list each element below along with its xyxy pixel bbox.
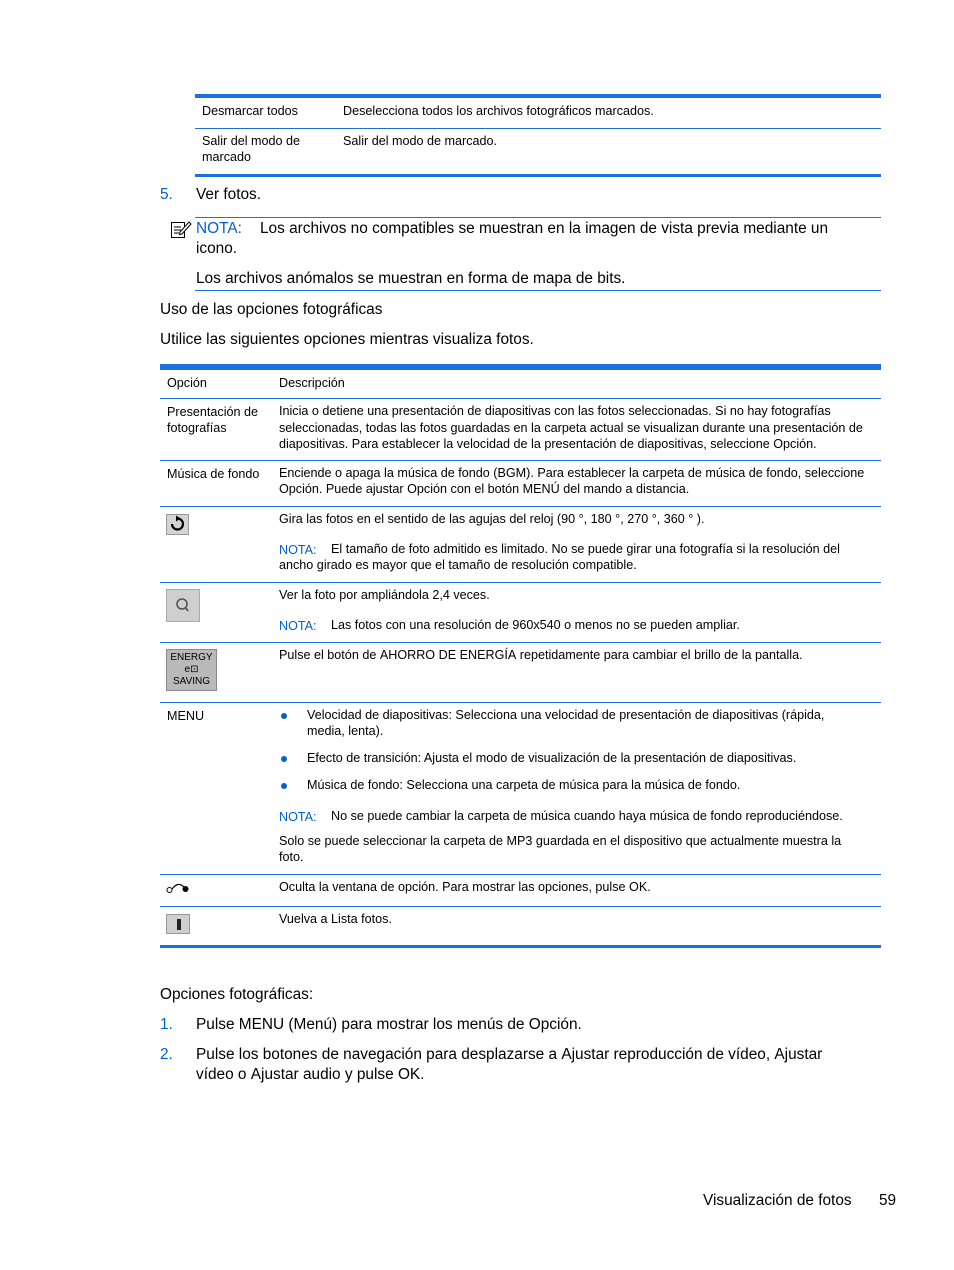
- row-rotate-note-line1: El tamaño de foto admitido es limitado. No se puede girar una fotografía si la resolución del: [331, 542, 840, 556]
- row-rotate-note-label: NOTA:: [279, 543, 317, 557]
- rotate-icon: [166, 514, 189, 535]
- row-back-text-bold: Lista fotos: [331, 912, 389, 926]
- step-2-line2: [196, 1065, 424, 1085]
- note-bottom-rule: [195, 290, 881, 291]
- return-icon: [166, 881, 190, 894]
- step-2-post: .: [420, 1066, 425, 1083]
- top-table-bottom-rule: [195, 174, 881, 177]
- row-slideshow-option-line1: Presentación de: [167, 405, 259, 419]
- row-back-desc: [279, 911, 392, 928]
- section-heading-photo-options-2: Opciones fotográficas:: [160, 986, 314, 1003]
- step-2-bold-ok: OK: [397, 1066, 421, 1083]
- row-menu-bullet2: [307, 750, 796, 767]
- row-menu-bullet3-bold: Música de fondo: [307, 778, 400, 792]
- step-2-bold-2b: vídeo: [196, 1066, 234, 1083]
- row-menu-bullet3: [307, 777, 740, 794]
- note-line-1: Los archivos no compatibles se muestran en la imagen de vista previa mediante un: [260, 220, 829, 237]
- step-2-mid2: y pulse: [340, 1066, 398, 1083]
- bullet-3: [281, 783, 287, 789]
- row-menu-extra-line2: foto.: [279, 850, 304, 864]
- note-pencil-icon: [170, 219, 192, 239]
- row-zoom-desc: Ver la foto por ampliándola 2,4 veces.: [279, 588, 490, 602]
- row-divider-2: [160, 506, 881, 507]
- row-menu-bullet3-text: : Selecciona una carpeta de música para la música de fondo.: [399, 778, 741, 792]
- row-hide-text-bold: OK: [629, 880, 648, 894]
- energy-icon-line1: ENERGY: [170, 652, 213, 663]
- step-5-text: Ver fotos.: [196, 186, 262, 203]
- top-row-2-desc: Salir del modo de marcado.: [343, 134, 498, 148]
- energy-icon-line2: e⊡: [184, 664, 199, 675]
- row-music-line2-text: . Puede ajustar Opción con el botón MENÚ del mando a distancia.: [318, 482, 690, 496]
- row-slideshow-line3-post: .: [813, 437, 817, 451]
- row-menu-bullet2-text: : Ajusta el modo de visualización de la presentación de diapositivas.: [417, 751, 797, 765]
- step-1-text: [196, 1015, 582, 1035]
- options-header-option: Opción: [167, 376, 207, 390]
- row-menu-note-label: NOTA:: [279, 810, 317, 824]
- row-menu-extra-line1: Solo se puede seleccionar la carpeta de MP3 guardada en el dispositivo que actualmente muestra la: [279, 834, 842, 848]
- row-menu-bullet1-text: : Selecciona una velocidad de presentación de diapositivas (rápida,: [448, 708, 825, 722]
- note-line-2: icono.: [196, 240, 238, 257]
- row-music-desc-line1: Enciende o apaga la música de fondo (BGM). Para establecer la carpeta de música de fondo, seleccione: [279, 466, 865, 480]
- row-rotate-note-line2: ancho girado es mayor que el tamaño de resolución compatible.: [279, 558, 637, 572]
- row-music-line2-bold: Opción: [279, 482, 319, 496]
- step-2-line1: [196, 1045, 822, 1065]
- step-2-bold-1: Ajustar reproducción de vídeo: [561, 1046, 766, 1063]
- row-energy-text-pre: Pulse el botón de: [279, 648, 380, 662]
- note-top-rule: [195, 217, 881, 218]
- step-2-number: 2.: [160, 1046, 173, 1063]
- row-hide-desc: [279, 879, 651, 896]
- row-slideshow-desc-line2: seleccionadas, todas las fotos guardadas en la carpeta actual se visualizan durante una presentación de: [279, 421, 863, 435]
- row-divider-3: [160, 582, 881, 583]
- footer-section-title: Visualización de fotos: [703, 1192, 852, 1209]
- row-slideshow-option-line2: fotografías: [167, 421, 227, 435]
- step-1-number: 1.: [160, 1016, 173, 1033]
- row-music-option: Música de fondo: [167, 467, 260, 481]
- section-intro: Utilice las siguientes opciones mientras visualiza fotos.: [160, 331, 534, 348]
- row-slideshow-desc-line1: Inicia o detiene una presentación de diapositivas con las fotos seleccionadas. Si no hay fotografías: [279, 404, 831, 418]
- row-slideshow-line3-text: diapositivas. Para establecer la velocidad de la presentación de diapositivas, seleccione: [279, 437, 774, 451]
- row-energy-text-post: repetidamente para cambiar el brillo de la pantalla.: [516, 648, 803, 662]
- section-heading-photo-options: Uso de las opciones fotográficas: [160, 301, 383, 318]
- row-menu-bullet1-bold: Velocidad de diapositivas: [307, 708, 449, 722]
- options-header-description: Descripción: [279, 376, 345, 390]
- top-table-row-divider: [195, 128, 881, 129]
- step-2-bold-2a: Ajustar: [774, 1046, 823, 1063]
- row-rotate-desc: Gira las fotos en el sentido de las agujas del reloj (90 °, 180 °, 270 °, 360 ° ).: [279, 512, 705, 526]
- step-2-pre: Pulse los botones de navegación para desplazarse a: [196, 1046, 562, 1063]
- top-row-1-option: Desmarcar todos: [202, 104, 298, 118]
- note-line-3: Los archivos anómalos se muestran en forma de mapa de bits.: [196, 270, 626, 287]
- page-number: 59: [879, 1192, 897, 1209]
- step-1-post: .: [577, 1016, 582, 1033]
- options-table-bottom-rule: [160, 945, 881, 948]
- row-menu-bullet1-line1: [307, 707, 824, 724]
- options-table-top-rule: [160, 364, 881, 370]
- row-slideshow-desc-line3: [279, 436, 817, 453]
- row-back-text-pre: Vuelva a: [279, 912, 332, 926]
- row-back-text-post: .: [388, 912, 392, 926]
- step-1-bold-menu: MENU: [238, 1016, 285, 1033]
- row-energy-desc: [279, 647, 803, 664]
- step-2-sep: ,: [765, 1046, 775, 1063]
- energy-icon-line3: SAVING: [172, 676, 211, 687]
- bullet-1: [281, 713, 287, 719]
- energy-saving-icon: [166, 649, 217, 691]
- zoom-icon: [166, 589, 200, 622]
- top-row-2-option-line2: marcado: [202, 150, 251, 164]
- row-divider-7: [160, 906, 881, 907]
- row-energy-text-bold: AHORRO DE ENERGÍA: [379, 648, 517, 662]
- row-slideshow-line3-bold: Opción: [773, 437, 814, 451]
- row-music-desc-line2: [279, 481, 689, 498]
- note-label: NOTA:: [196, 220, 242, 237]
- row-menu-bullet1-line2: media, lenta).: [307, 724, 384, 738]
- row-divider-4: [160, 642, 881, 643]
- row-hide-text-post: .: [647, 880, 651, 894]
- row-hide-text-pre: Oculta la ventana de opción. Para mostrar las opciones, pulse: [279, 880, 630, 894]
- step-1-bold-option: Opción: [528, 1016, 578, 1033]
- row-divider-1: [160, 460, 881, 461]
- row-zoom-note-label: NOTA:: [279, 619, 317, 633]
- top-row-1-desc: Deselecciona todos los archivos fotográficos marcados.: [343, 104, 654, 118]
- row-divider-5: [160, 702, 881, 703]
- step-1-pre: Pulse: [196, 1016, 239, 1033]
- row-zoom-note-text: Las fotos con una resolución de 960x540 o menos no se pueden ampliar.: [331, 618, 740, 632]
- step-2-bold-3: Ajustar audio: [250, 1066, 341, 1083]
- top-row-2-option-line1: Salir del modo de: [202, 134, 301, 148]
- row-menu-note-text: No se puede cambiar la carpeta de música cuando haya música de fondo reproduciéndose.: [331, 809, 843, 823]
- back-icon: [166, 914, 190, 934]
- bullet-2: [281, 756, 287, 762]
- row-menu-option: MENU: [167, 709, 205, 723]
- step-5-number: 5.: [160, 186, 173, 203]
- top-table-top-rule: [195, 94, 881, 98]
- row-divider-6: [160, 874, 881, 875]
- step-2-mid: o: [233, 1066, 251, 1083]
- row-menu-bullet2-bold: Efecto de transición: [307, 751, 418, 765]
- step-1-mid: (Menú) para mostrar los menús de: [284, 1016, 529, 1033]
- options-header-rule: [160, 398, 881, 399]
